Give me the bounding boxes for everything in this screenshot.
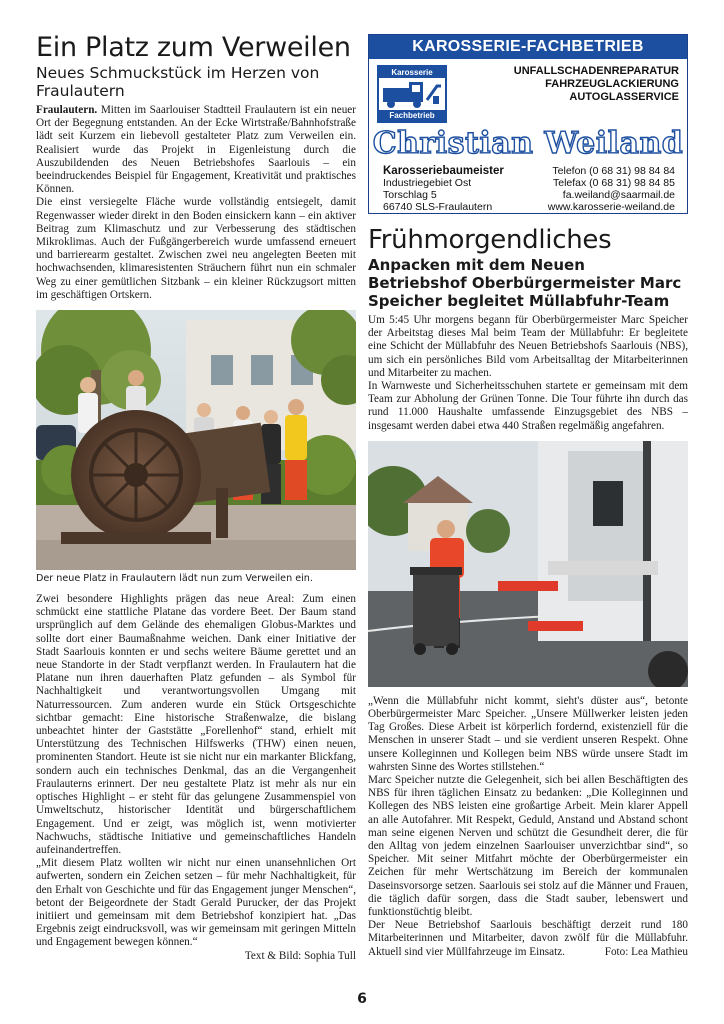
article2-body-bottom — [368, 695, 688, 959]
ad-address-line-4: 66740 SLS-Fraulautern — [383, 201, 493, 213]
article2-credit: Foto: Lea Mathieu — [604, 945, 688, 958]
article2-photo — [368, 441, 688, 687]
green-waste-bin — [410, 567, 462, 655]
ad-banner: KAROSSERIE-FACHBETRIEB — [369, 35, 687, 59]
ad-service-3: AUTOGLASSERVICE — [569, 91, 679, 103]
ad-address-block — [383, 165, 504, 213]
article1-photo — [36, 310, 356, 570]
article1-subtitle: Neues Schmuckstück im Herzen von Fraulautern — [36, 64, 320, 100]
article2-para-1: Um 5:45 Uhr morgens begann für Oberbürgermeister Marc Speicher der Arbeitstag dieses Mal beim Team der Müllabfuhr: Er begleitete eine Schicht der Müllabfuhr des Neuen Betriebshofs Saarlouis (NBS), um sich ein persönliches Bild vom Arbeitsalltag der Mitarbeiterinnen und Mitarbeiter zu machen. — [368, 314, 688, 379]
article2-subtitle: Anpacken mit dem Neuen Betriebshof Oberbürgermeister Marc Speicher begleitet Müllabfuhr-Team — [368, 256, 682, 310]
ad-phone: Telefon (0 68 31) 98 84 84 — [552, 165, 675, 177]
article2-para-3: „Wenn die Müllabfuhr nicht kommt, sieht's düster aus“, betonte Oberbürgermeister Marc Speicher. „Unsere Müllwerker leisten jeden Tag Großes. Diese Arbeit ist körperlich fordernd, existenziell für die Menschen in unserer Stadt – und sie verdient unseren Respekt. Ohne unsere Kolleginnen und Kollegen beim NBS würde unsere Stadt im wahrsten Sinne des Wortes stillstehen.“ — [368, 694, 688, 773]
street-roller-photo — [36, 310, 356, 570]
article2-para-5-text: Der Neue Betriebshof Saarlouis beschäftigt derzeit rund 180 Mitarbeiterinnen und Mitarbeiter, davon zwölf für die Müllabfuhr. Aktuell sind vier Müllfahrzeuge im Einsatz. — [368, 919, 688, 958]
article2-para-2: In Warnweste und Sicherheitsschuhen startete er gemeinsam mit dem Team zur Abholung der Grünen Tonne. Die Tour führte ihn durch das rund 11.000 Haushalte umfassende Einzugsgebiet des NBS – insgesamt werden dabei etwa 440 Straßen regelmäßig angefahren. — [368, 380, 688, 432]
ad-address-line-3: Torschlag 5 — [383, 189, 437, 201]
article1-dateline: Fraulautern. — [36, 104, 98, 116]
karosserie-advertisement — [368, 34, 688, 214]
ad-logo-bottom-label: Fachbetrieb — [379, 110, 445, 121]
ad-service-2: FAHRZEUGLACKIERUNG — [545, 78, 679, 90]
ad-company-name: Christian Weiland — [372, 126, 684, 161]
ad-fax: Telefax (0 68 31) 98 84 85 — [552, 177, 675, 189]
article1-body-top — [36, 104, 356, 302]
article1-para-4: „Mit diesem Platz wollten wir nicht nur einen unansehnlichen Ort aufwerten, sondern ein Zeichen setzen – für mehr Nachhaltigkeit, für den Erhalt von Geschichte und für das Engagement junger Menschen“, betont der Beigeordnete der Stadt Gerald Purucker, der das Projekt initiiert und gemeinsam mit dem Betriebshof konzipiert hat. „Das Ergebnis zeigt eindrucksvoll, was wir gemeinsam mit geringen Mitteln und Engagement bewegen können.“ — [36, 857, 356, 949]
article1-para-1 — [36, 104, 356, 196]
karosserie-logo — [377, 65, 447, 123]
ad-address-line-1: Karosseriebaumeister — [383, 165, 504, 177]
ad-services-list — [514, 65, 679, 104]
ad-email: fa.weiland@saarmail.de — [562, 189, 675, 201]
article2-body-top — [368, 314, 688, 433]
tow-truck-icon — [379, 78, 445, 110]
garbage-truck-photo — [368, 441, 688, 687]
article1-para-3: Zwei besondere Highlights prägen das neue Areal: Zum einen schmückt eine stattliche Platane das vordere Beet. Der Baum stand ursprünglich auf dem Gelände des ehemaligen Globus-Marktes und sollte dort einer Baumaßnahme weichen. Dank einer Initiative der Stadt Saarlouis konnten er und sechs weitere Bäume gerettet und an neue Standorte in der Stadt verpflanzt werden. In Fraulautern hat die Platane nun ihren dauerhaften Platz gefunden – als Symbol für Nachhaltigkeit und verantwortungsvollen Umgang mit Naturressourcen. Zum anderen wurde ein Stück Ortsgeschichte sichtbar gemacht: Eine historische Straßenwalze, die bislang unbeachtet hinter der Gaststätte „Forellenhof“ stand, erhielt mit Unterstützung des Technischen Hilfswerks (THW) einen neuen, prominenten Standort. Heute ist sie nicht nur ein markanter Blickfang, sondern auch ein technisches Denkmal, das an die Vergangenheit Fraulauterns erinnert. Der neu gestaltete Platz ist mehr als nur ein optisches Highlight – er steht für das gelungene Zusammenspiel von Umweltschutz, historischer Identität und bürgerschaftlichem Engagement. Und er zeigt, was möglich ist, wenn motivierter Nachwuchs, städtische Initiative und gemeinschaftliches Handeln aufeinandertreffen. — [36, 593, 356, 856]
article2-title: Frühmorgendliches — [368, 225, 612, 255]
ad-service-1: UNFALLSCHADENREPARATUR — [513, 65, 679, 77]
article1-photo-caption: Der neue Platz in Fraulautern lädt nun zum Verweilen ein. — [36, 573, 313, 585]
article1-credit: Text & Bild: Sophia Tull — [244, 949, 356, 962]
ad-logo-top-label: Karosserie — [379, 67, 445, 78]
article1-body-bottom — [36, 593, 356, 963]
page-number: 6 — [357, 991, 367, 1007]
article1-para-1-text: Mitten im Saarlouiser Stadtteil Fraulautern ist ein neuer Ort der Begegnung entstanden. An der Ecke Wirtstraße/Bahnhofstraße lädt seit Kurzem ein liebevoll gestalteter Platz zum Verweilen ein. Realisiert wurde das Projekt in Eigenleistung durch die Auszubildenden des Neuen Betriebshofes Saarlouis – ein beeindruckendes Beispiel für Engagement, Kreativität und praktisches Können. — [36, 104, 356, 196]
article-fruehmorgendliches — [368, 226, 688, 959]
ad-contact-block — [548, 165, 675, 213]
ad-website: www.karosserie-weiland.de — [547, 201, 675, 213]
article1-title: Ein Platz zum Verweilen — [36, 32, 351, 63]
ad-address-line-2: Industriegebiet Ost — [383, 177, 472, 189]
article1-para-2: Die einst versiegelte Fläche wurde vollständig entsiegelt, damit Regenwasser wieder direkt in den Boden einsickern kann – ein aktiver Beitrag zum Klimaschutz und zur Verbesserung des städtischen Mikroklimas. Auch der Fußgängerbereich wurde umfassend erneuert und barrierearm gestaltet. Zwischen zwei neu angelegten Beeten mit hochwachsenden, klimaresistenten Sträuchern führt nun ein schmaler Weg zu einer gemütlichen Sitzbank – ein kleiner Rückzugsort mitten im geschäftigen Ortskern. — [36, 196, 356, 301]
article2-para-4: Marc Speicher nutzte die Gelegenheit, sich bei allen Beschäftigten des NBS für ihren täglichen Einsatz zu bedanken: „Die Kolleginnen und Kollegen des NBS leisten eine großartige Arbeit. Mein klarer Appell an alle Autofahrer. Mit Respekt, Geduld, Anstand und Abstand schont man seine eigenen Nerven und schützt die Gesundheit derer, die für den Alltag von jedem einzelnen Saarlouiser unverzichtbar sind“, so Speicher. Mit seiner Mitfahrt möchte der Oberbürgermeister ein Zeichen für mehr Wertschätzung im Bereich der kommunalen Daseinsvorsorge setzen. Saarlouis sei stolz auf die Männer und Frauen, die täglich dafür sorgen, dass die Stadt sauber, lebenswert und funktionstüchtig bleibt. — [368, 774, 688, 919]
article2-para-5 — [368, 919, 688, 959]
article-platz-zum-verweilen — [36, 34, 356, 963]
